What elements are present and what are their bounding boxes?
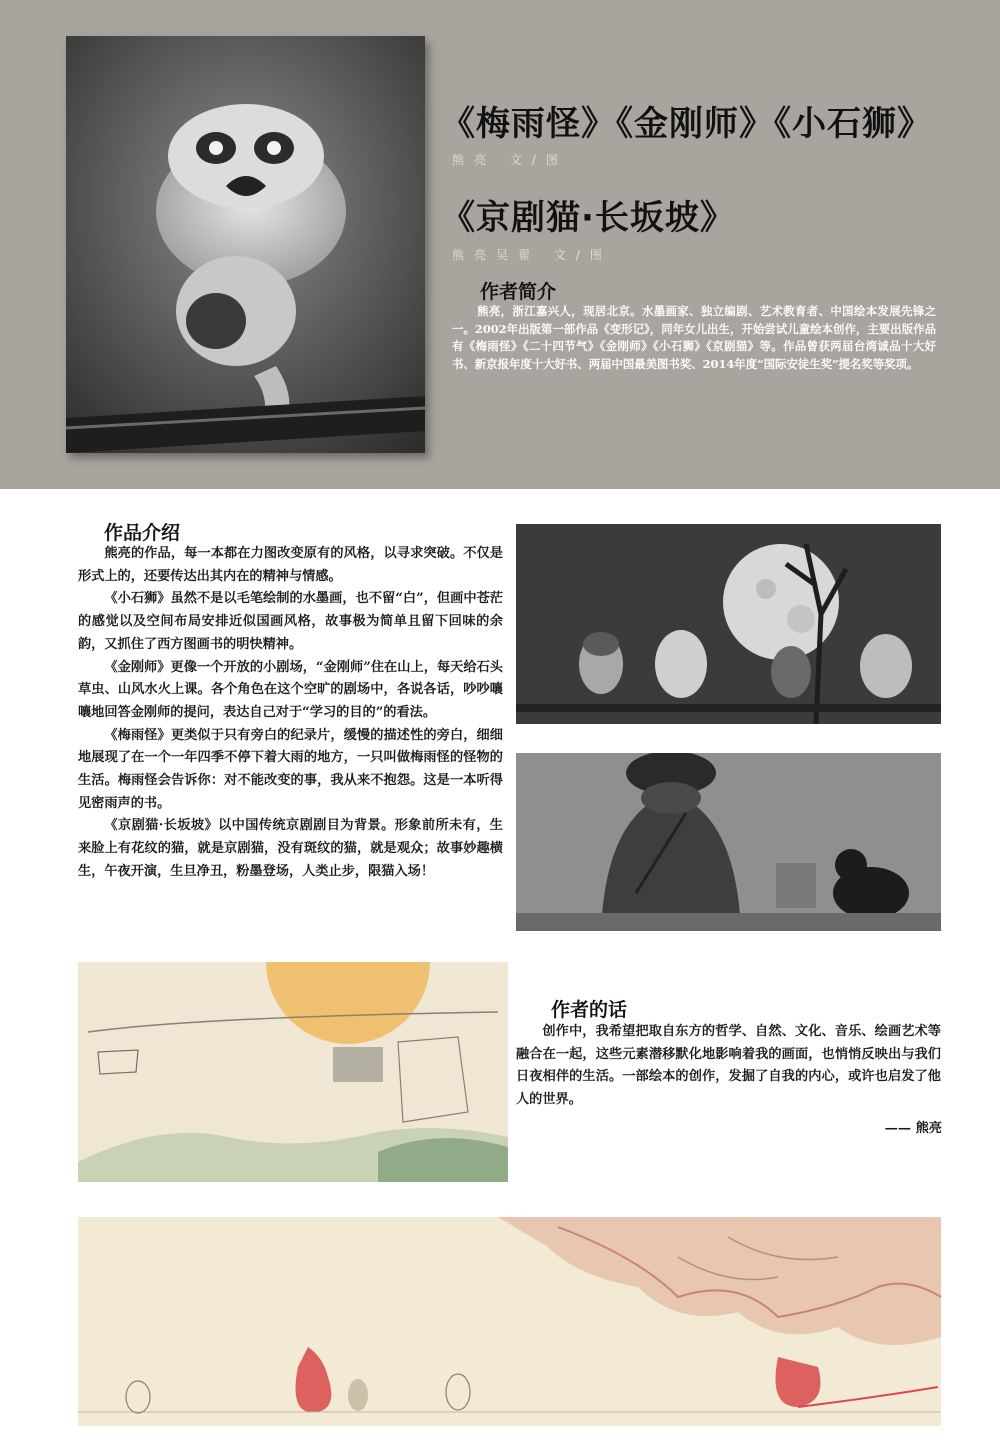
author-words-heading: 作者的话	[551, 999, 628, 1021]
works-intro-heading: 作品介绍	[104, 522, 181, 544]
author-bio-heading: 作者简介	[480, 281, 557, 303]
intro-paragraph: 《金刚师》更像一个开放的小剧场，“金刚师”住在山上，每天给石头草虫、山风水火上课。各个角色在这个空旷的剧场中，各说各话，吵吵嚷嚷地回答金刚师的提问，表达自己对于“学习的目的”的看法。	[78, 659, 503, 720]
cover-illustration-cat	[66, 36, 425, 453]
author-words-paragraph: 创作中，我希望把取自东方的哲学、自然、文化、音乐、绘画艺术等融合在一起，这些元素潜移默化地影响着我的画面，也悄悄反映出与我们日夜相伴的生活。一部绘本的创作，发掘了自我的内心，或许也启发了他人的世界。	[516, 1024, 941, 1108]
illustration-fire-panorama	[78, 1217, 941, 1426]
works-intro-text	[78, 543, 503, 884]
book-titles-line1: 《梅雨怪》《金刚师》《小石狮》	[441, 104, 932, 144]
illustration-sun-village	[78, 962, 508, 1182]
illustration-man-cats	[516, 753, 941, 931]
illustration-moon-cats	[516, 524, 941, 724]
intro-paragraph: 《小石狮》虽然不是以毛笔绘制的水墨画，也不留“白”，但画中苍茫的感觉以及空间布局安排近似国画风格，故事极为简单且留下回味的余韵，又抓住了西方图画书的明快精神。	[78, 591, 503, 652]
credit-line2: 熊亮吴翟 文/图	[452, 248, 612, 262]
book-title-line2: 《京剧猫·长坂坡》	[441, 198, 735, 238]
intro-paragraph: 《京剧猫·长坂坡》以中国传统京剧剧目为背景。形象前所未有，生来脸上有花纹的猫，就是京剧猫，没有斑纹的猫，就是观众；故事妙趣横生，午夜开演，生旦净丑，粉墨登场，人类止步，限猫入场！	[78, 818, 503, 879]
author-signature: —— 熊亮	[884, 1121, 942, 1136]
intro-paragraph: 熊亮的作品，每一本都在力图改变原有的风格，以寻求突破。不仅是形式上的，还要传达出其内在的精神与情感。	[78, 546, 503, 584]
credit-line1: 熊亮 文/图	[452, 153, 568, 167]
author-words-text	[516, 1021, 941, 1112]
author-bio-text: 熊亮，浙江嘉兴人，现居北京。水墨画家、独立编剧、艺术教育者、中国绘本发展先锋之一。2002年出版第一部作品《变形记》，同年女儿出生，开始尝试儿童绘本创作，主要出版作品有《梅雨怪》《二十四节气》《金刚师》《小石狮》《京剧猫》等。作品曾获两届台湾诚品十大好书、新京报年度十大好书、两届中国最美图书奖、2014年度“国际安徒生奖”提名奖等奖项。	[452, 304, 936, 371]
intro-paragraph: 《梅雨怪》更类似于只有旁白的纪录片，缓慢的描述性的旁白，细细地展现了在一个一年四季不停下着大雨的地方，一只叫做梅雨怪的怪物的生活。梅雨怪会告诉你：对不能改变的事，我从来不抱怨。这是一本听得见密雨声的书。	[78, 727, 503, 811]
